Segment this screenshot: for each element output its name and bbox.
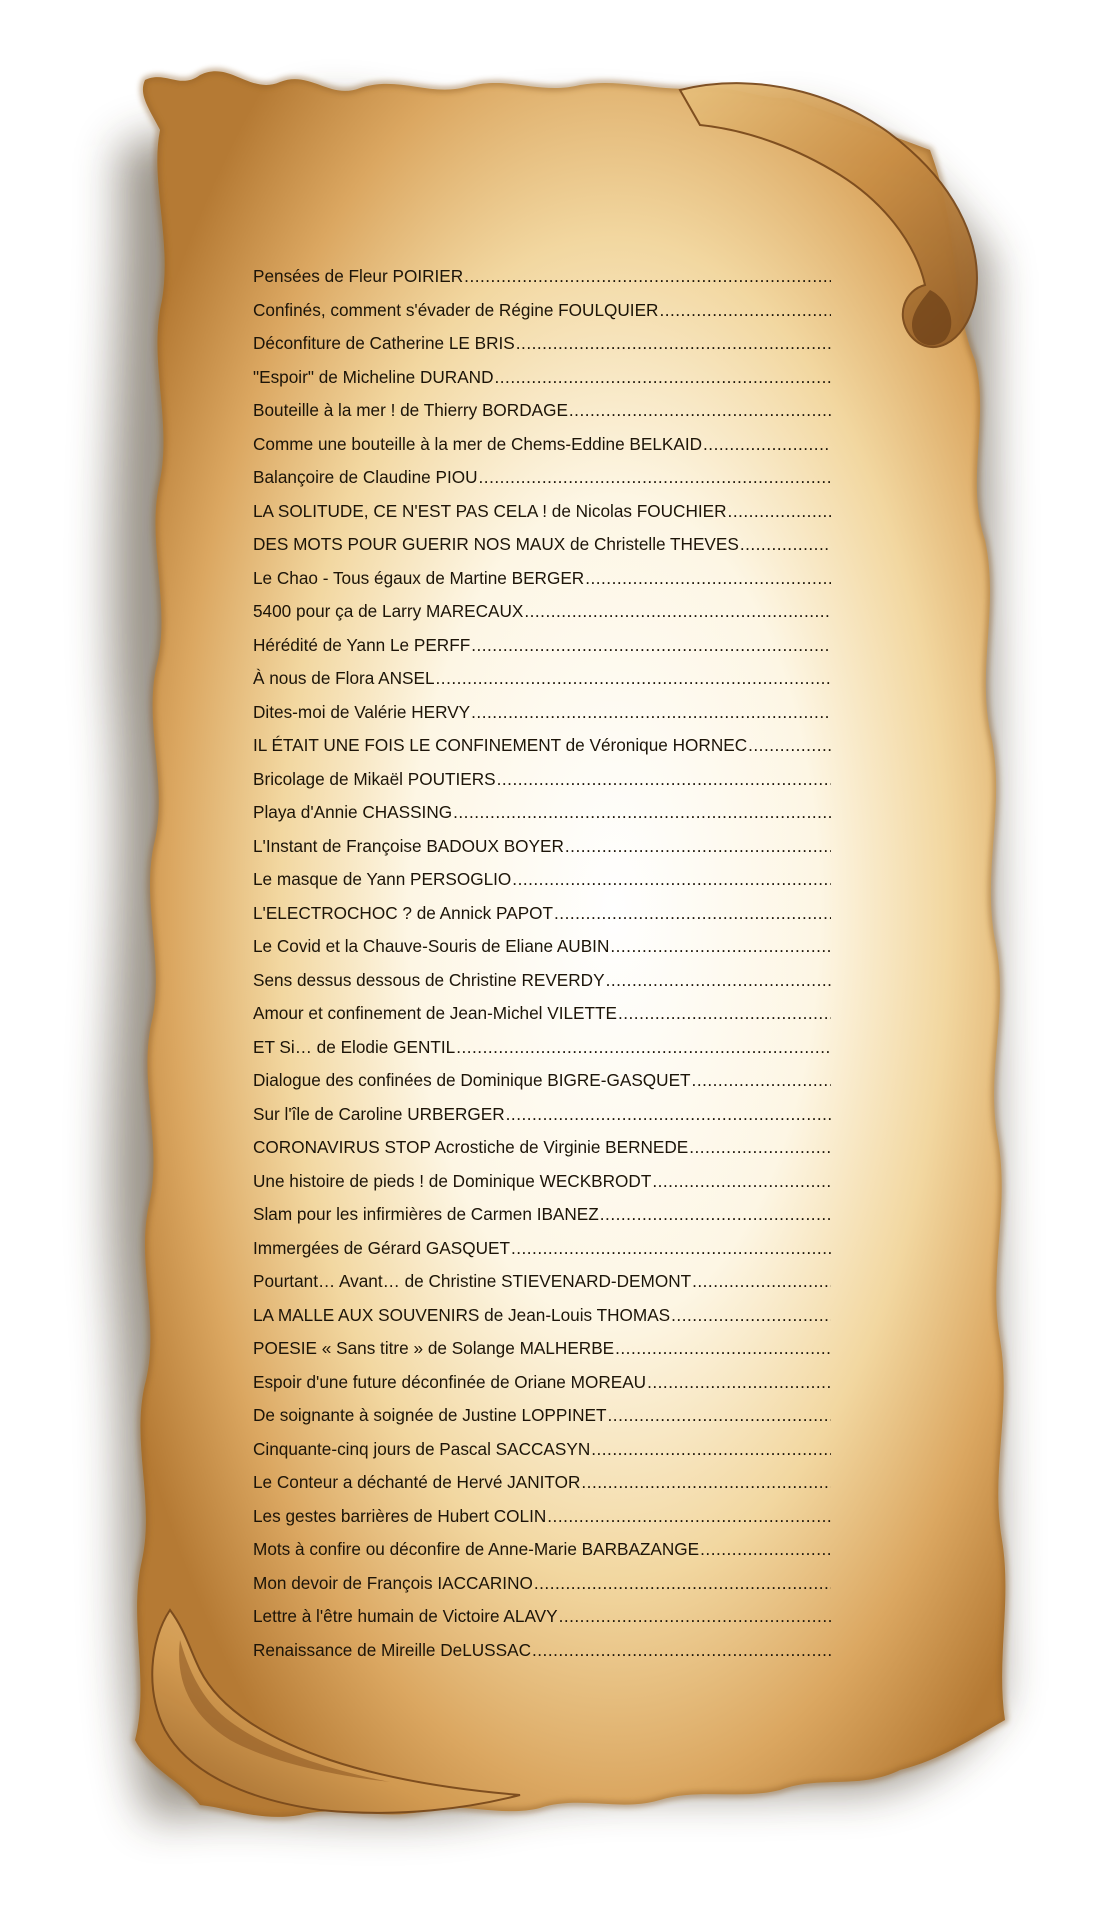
toc-entry-title: Sur l'île de Caroline URBERGER — [253, 1103, 505, 1124]
toc-entry-title: "Espoir" de Micheline DURAND — [253, 366, 494, 387]
toc-dot-leader — [547, 1500, 831, 1534]
toc-dot-leader — [436, 662, 831, 696]
toc-entry — [253, 930, 831, 964]
toc-entry — [253, 1433, 831, 1467]
toc-entry — [253, 863, 831, 897]
toc-entry — [253, 662, 831, 696]
toc-entry-title: À nous de Flora ANSEL — [253, 668, 435, 688]
toc-entry-title: Le Conteur a déchanté de Hervé JANITOR — [253, 1472, 581, 1492]
toc-entry-title: 5400 pour ça de Larry MARECAUX — [253, 601, 524, 621]
toc-dot-leader — [534, 1567, 831, 1601]
toc-entry-title: Confinés, comment s'évader de Régine FOULQUIER — [253, 299, 659, 320]
toc-entry-title: Pensées de Fleur POIRIER — [253, 266, 464, 286]
toc-dot-leader — [608, 1399, 831, 1433]
toc-dot-leader — [524, 595, 831, 629]
toc-dot-leader — [532, 1634, 831, 1668]
toc-entry — [253, 361, 831, 395]
toc-entry — [253, 1265, 831, 1299]
toc-dot-leader — [700, 1533, 831, 1567]
toc-dot-leader — [516, 327, 831, 361]
toc-entry — [253, 1600, 831, 1634]
toc-entry — [253, 1332, 831, 1366]
toc-entry-title: Déconfiture de Catherine LE BRIS — [253, 333, 515, 353]
toc-entry-title: Renaissance de Mireille DeLUSSAC — [253, 1639, 531, 1660]
toc-entry-title: De soignante à soignée de Justine LOPPINET — [253, 1405, 607, 1425]
toc-entry-title: Le masque de Yann PERSOGLIO — [253, 869, 512, 889]
toc-dot-leader — [511, 1232, 831, 1266]
toc-entry — [253, 327, 831, 361]
toc-entry — [253, 1366, 831, 1400]
toc-entry-title: Slam pour les infirmières de Carmen IBANEZ — [253, 1204, 599, 1224]
toc-dot-leader — [689, 1131, 831, 1165]
toc-entry — [253, 1198, 831, 1232]
toc-entry-title: Lettre à l'être humain de Victoire ALAVY — [253, 1606, 558, 1626]
toc-entry-title: Comme une bouteille à la mer de Chems-Eddine BELKAID — [253, 433, 703, 454]
toc-dot-leader — [495, 361, 832, 395]
toc-dot-leader — [647, 1366, 831, 1400]
toc-entry — [253, 394, 831, 428]
toc-dot-leader — [479, 461, 831, 495]
toc-entry-title: Une histoire de pieds ! de Dominique WECKBRODT — [253, 1170, 652, 1191]
toc-entry-title: Espoir d'une future déconfinée de Oriane MOREAU — [253, 1371, 647, 1392]
toc-entry — [253, 260, 831, 294]
toc-entry — [253, 1232, 831, 1266]
toc-entry-title: Hérédité de Yann Le PERFF — [253, 634, 471, 655]
toc-dot-leader — [703, 428, 831, 462]
toc-entry — [253, 796, 831, 830]
toc-dot-leader — [748, 729, 831, 763]
toc-dot-leader — [606, 964, 831, 998]
toc-dot-leader — [610, 930, 831, 964]
toc-entry — [253, 1098, 831, 1132]
toc-dot-leader — [506, 1098, 831, 1132]
toc-entry — [253, 830, 831, 864]
toc-entry-title: Mots à confire ou déconfire de Anne-Marie BARBAZANGE — [253, 1539, 700, 1559]
toc-entry-title: Le Chao - Tous égaux de Martine BERGER — [253, 567, 585, 588]
toc-dot-leader — [591, 1433, 831, 1467]
toc-entry — [253, 495, 831, 529]
toc-dot-leader — [456, 1031, 831, 1065]
toc-dot-leader — [471, 629, 831, 663]
toc-entry — [253, 1567, 831, 1601]
toc-dot-leader — [615, 1332, 831, 1366]
toc-dot-leader — [512, 863, 831, 897]
toc-entry — [253, 1500, 831, 1534]
toc-dot-leader — [652, 1165, 831, 1199]
toc-entry — [253, 1634, 831, 1668]
toc-entry-title: Sens dessus dessous de Christine REVERDY — [253, 969, 605, 990]
toc-dot-leader — [581, 1466, 831, 1500]
toc-dot-leader — [471, 696, 831, 730]
toc-dot-leader — [569, 394, 831, 428]
toc-dot-leader — [740, 528, 831, 562]
toc-entry-title: Dites-moi de Valérie HERVY — [253, 701, 471, 722]
toc-dot-leader — [559, 1600, 831, 1634]
toc-entry-title: Le Covid et la Chauve-Souris de Eliane AUBIN — [253, 936, 610, 956]
toc-dot-leader — [453, 796, 831, 830]
toc-entry-title: L'Instant de Françoise BADOUX BOYER — [253, 835, 564, 856]
toc-entry — [253, 763, 831, 797]
toc-dot-leader — [565, 830, 831, 864]
toc-dot-leader — [671, 1299, 831, 1333]
toc-entry — [253, 1466, 831, 1500]
toc-entry — [253, 294, 831, 328]
toc-entry-title: Balançoire de Claudine PIOU — [253, 467, 478, 487]
toc-entry — [253, 964, 831, 998]
toc-entry-title: L'ELECTROCHOC ? de Annick PAPOT — [253, 902, 554, 923]
toc-entry-title: Bouteille à la mer ! de Thierry BORDAGE — [253, 400, 568, 420]
toc-entry — [253, 595, 831, 629]
toc-dot-leader — [692, 1265, 831, 1299]
toc-dot-leader — [728, 495, 831, 529]
toc-dot-leader — [618, 997, 831, 1031]
toc-entry — [253, 1533, 831, 1567]
toc-entry-title: LA SOLITUDE, CE N'EST PAS CELA ! de Nicolas FOUCHIER — [253, 500, 727, 521]
toc-entry-title: POESIE « Sans titre » de Solange MALHERBE — [253, 1338, 615, 1358]
toc-dot-leader — [497, 763, 831, 797]
toc-entry — [253, 1064, 831, 1098]
toc-entry-title: ET Si… de Elodie GENTIL — [253, 1036, 456, 1057]
toc-entry — [253, 729, 831, 763]
toc-entry-title: Dialogue des confinées de Dominique BIGRE-GASQUET — [253, 1070, 691, 1090]
toc-entry — [253, 1399, 831, 1433]
toc-entry — [253, 428, 831, 462]
toc-entry — [253, 897, 831, 931]
table-of-contents — [253, 260, 831, 1667]
toc-entry-title: Mon devoir de François IACCARINO — [253, 1572, 533, 1593]
toc-entry-title: DES MOTS POUR GUERIR NOS MAUX de Christelle THEVES — [253, 534, 739, 554]
toc-entry-title: Cinquante-cinq jours de Pascal SACCASYN — [253, 1438, 591, 1459]
toc-entry — [253, 1031, 831, 1065]
toc-entry — [253, 1165, 831, 1199]
toc-dot-leader — [464, 260, 831, 294]
toc-entry-title: Playa d'Annie CHASSING — [253, 802, 453, 822]
toc-entry — [253, 1299, 831, 1333]
toc-entry — [253, 528, 831, 562]
toc-entry-title: Les gestes barrières de Hubert COLIN — [253, 1505, 547, 1526]
toc-dot-leader — [692, 1064, 831, 1098]
toc-entry — [253, 1131, 831, 1165]
toc-dot-leader — [600, 1198, 831, 1232]
toc-entry-title: IL ÉTAIT UNE FOIS LE CONFINEMENT de Véronique HORNEC — [253, 735, 748, 755]
toc-entry-title: Amour et confinement de Jean-Michel VILETTE — [253, 1003, 617, 1023]
toc-dot-leader — [585, 562, 831, 596]
toc-entry — [253, 629, 831, 663]
toc-entry-title: CORONAVIRUS STOP Acrostiche de Virginie BERNEDE — [253, 1137, 689, 1157]
toc-entry — [253, 997, 831, 1031]
toc-entry — [253, 461, 831, 495]
toc-dot-leader — [659, 294, 831, 328]
toc-entry — [253, 696, 831, 730]
toc-entry-title: Pourtant… Avant… de Christine STIEVENARD-DEMONT — [253, 1271, 692, 1291]
toc-dot-leader — [554, 897, 831, 931]
toc-entry — [253, 562, 831, 596]
toc-entry-title: Immergées de Gérard GASQUET — [253, 1237, 510, 1258]
toc-entry-title: LA MALLE AUX SOUVENIRS de Jean-Louis THOMAS — [253, 1304, 671, 1325]
toc-entry-title: Bricolage de Mikaël POUTIERS — [253, 768, 496, 789]
